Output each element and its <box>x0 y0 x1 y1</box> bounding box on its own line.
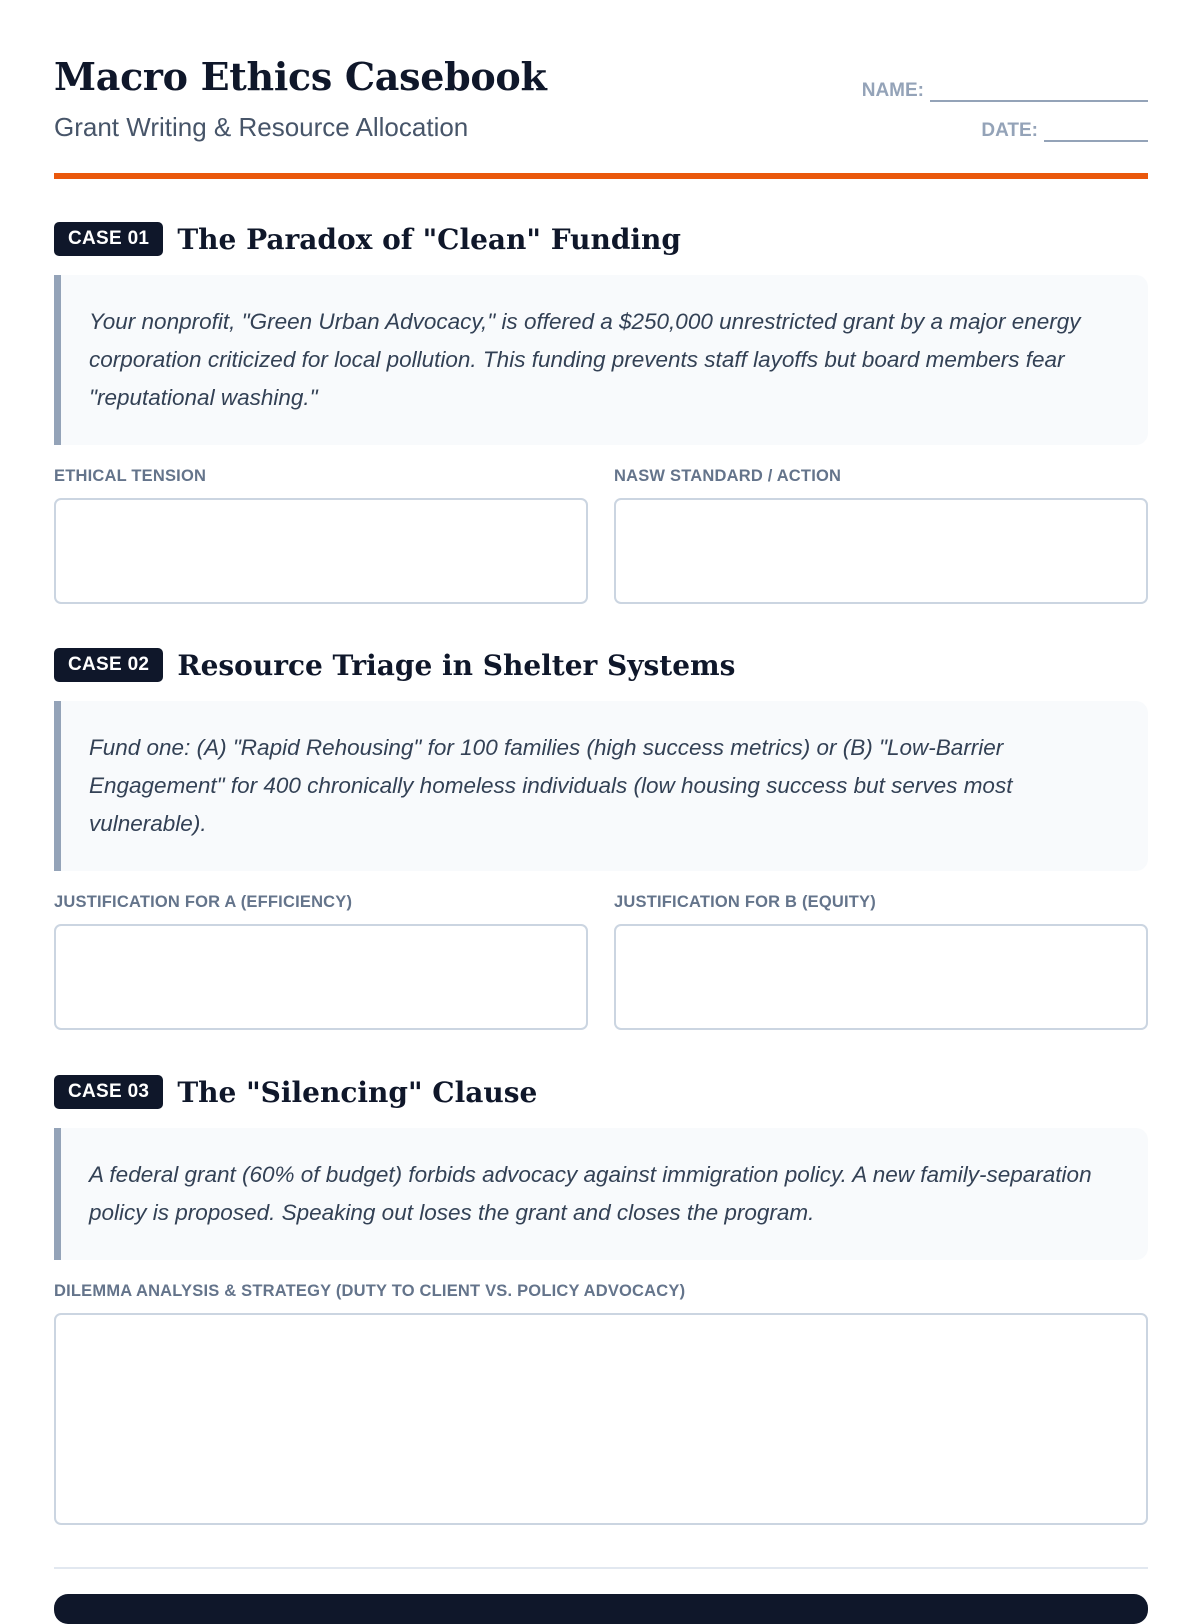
case-scenario: Fund one: (A) "Rapid Rehousing" for 100 families (high success metrics) or (B) "Low-Barrier Engagement" for 400 chronically homeless individuals (low housing success but serves most vulnerable). <box>54 701 1148 871</box>
footer-bar <box>54 1594 1148 1624</box>
justification-b-field <box>614 893 1148 1030</box>
justification-a-input[interactable] <box>54 924 588 1030</box>
dilemma-analysis-field <box>54 1282 1148 1525</box>
case-fields <box>54 1282 1148 1525</box>
case-03 <box>54 1072 1148 1525</box>
date-line <box>981 120 1148 142</box>
header <box>54 0 1148 180</box>
field-label: NASW STANDARD / ACTION <box>614 467 842 485</box>
worksheet-page <box>54 0 1148 1300</box>
field-label: ETHICAL TENSION <box>54 467 207 485</box>
case-title: The Paradox of "Clean" Funding <box>177 222 681 256</box>
case-02 <box>54 645 1148 1030</box>
ethical-tension-input[interactable] <box>54 498 588 604</box>
field-label: DILEMMA ANALYSIS & STRATEGY (DUTY TO CLIENT VS. POLICY ADVOCACY) <box>54 1282 686 1300</box>
page-title: Macro Ethics Casebook <box>54 54 547 99</box>
name-blank[interactable] <box>930 82 1148 102</box>
nasw-standard-input[interactable] <box>614 498 1148 604</box>
justification-a-field <box>54 893 588 1030</box>
case-heading <box>54 1072 1148 1112</box>
case-title: The "Silencing" Clause <box>177 1075 538 1109</box>
case-heading <box>54 645 1148 685</box>
nasw-standard-field <box>614 467 1148 604</box>
case-badge: CASE 01 <box>54 222 163 256</box>
header-divider <box>54 173 1148 179</box>
case-scenario: Your nonprofit, "Green Urban Advocacy," is offered a $250,000 unrestricted grant by a major energy corporation criticized for local pollution. This funding prevents staff layoffs but board members fear "reputational washing." <box>54 275 1148 445</box>
case-scenario: A federal grant (60% of budget) forbids advocacy against immigration policy. A new family-separation policy is proposed. Speaking out loses the grant and closes the program. <box>54 1128 1148 1260</box>
justification-b-input[interactable] <box>614 924 1148 1030</box>
case-fields <box>54 467 1148 604</box>
case-badge: CASE 02 <box>54 648 163 682</box>
field-label: JUSTIFICATION FOR B (EQUITY) <box>614 893 876 911</box>
case-badge: CASE 03 <box>54 1075 163 1109</box>
date-blank[interactable] <box>1044 122 1148 142</box>
date-label: DATE: <box>981 120 1038 141</box>
dilemma-analysis-input[interactable] <box>54 1313 1148 1525</box>
name-line <box>862 80 1148 102</box>
footer-divider <box>54 1567 1148 1569</box>
case-heading <box>54 219 1148 259</box>
ethical-tension-field <box>54 467 588 604</box>
field-label: JUSTIFICATION FOR A (EFFICIENCY) <box>54 893 353 911</box>
case-01 <box>54 219 1148 604</box>
case-title: Resource Triage in Shelter Systems <box>177 648 736 682</box>
case-fields <box>54 893 1148 1030</box>
name-label: NAME: <box>861 80 924 101</box>
page-subtitle: Grant Writing & Resource Allocation <box>54 112 469 142</box>
